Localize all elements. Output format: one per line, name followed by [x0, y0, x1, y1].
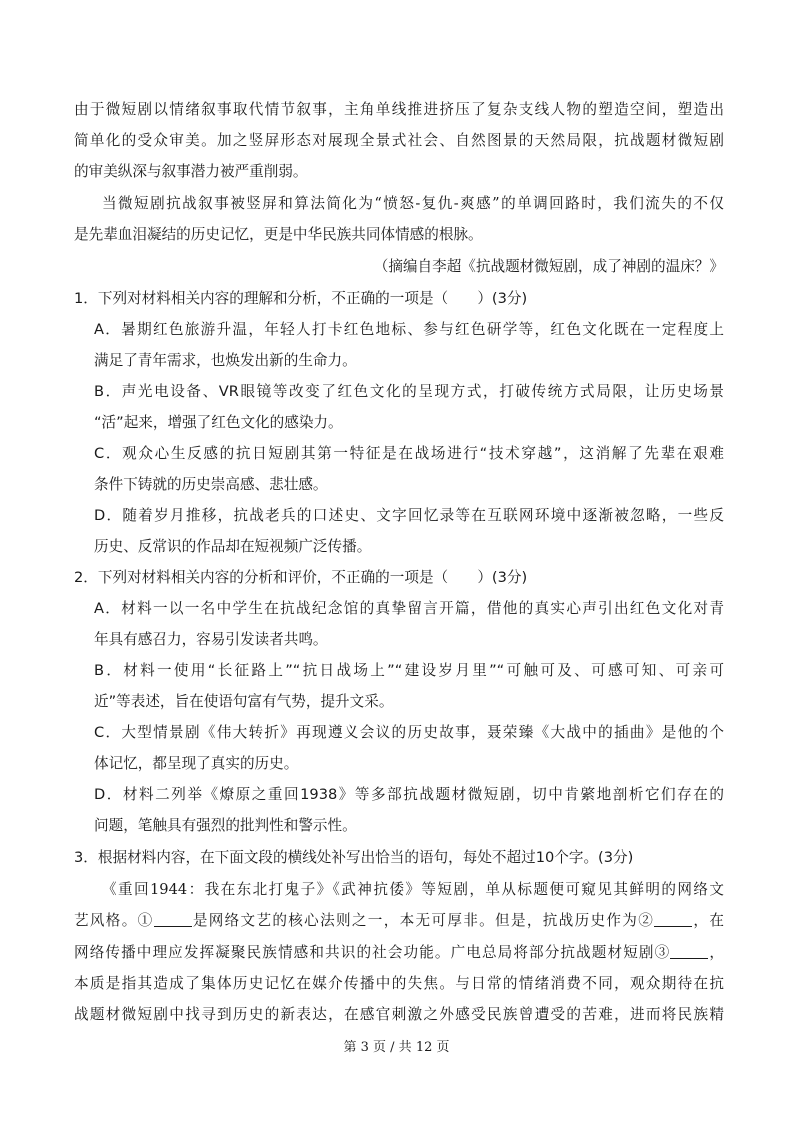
fill-blank-2[interactable] — [654, 910, 692, 927]
blank-marker-1: ① — [137, 912, 154, 929]
q3-passage-line: 战题材微短剧中找寻到历史的新表达，在感官刺激之外感受民族曾遭受的苦难，进而将民族精 — [74, 1006, 724, 1023]
fill-blank-3[interactable] — [670, 942, 708, 959]
q1-option-d-line2: 历史、反常识的作品却在短视频广泛传播。 — [94, 538, 372, 555]
passage-line: 简单化的受众审美。加之竖屏形态对展现全景式社会、自然图景的天然局限，抗战题材微短剧 — [74, 132, 724, 149]
page-footer: 第 3 页 / 共 12 页 — [343, 1040, 450, 1055]
q3-text: 网络传播中理应发挥凝聚民族情感和共识的社会功能。广电总局将部分抗战题材短剧 — [74, 944, 655, 961]
q1-option-a-line2: 满足了青年需求，也焕发出新的生命力。 — [94, 352, 357, 369]
q1-option-c-line2: 条件下铸就的历史崇高感、悲壮感。 — [94, 476, 328, 493]
passage-line: 由于微短剧以情绪叙事取代情节叙事，主角单线推进挤压了复杂支线人物的塑造空间，塑造出 — [74, 101, 724, 118]
q1-option-a-line1: A．暑期红色旅游升温，年轻人打卡红色地标、参与红色研学等，红色文化既在一定程度上 — [94, 321, 724, 338]
blank-marker-3: ③ — [654, 944, 671, 961]
q2-option-c-line1: C．大型情景剧《伟大转折》再现遵义会议的历史故事，聂荣臻《大战中的插曲》是他的个 — [94, 724, 724, 741]
q2-option-d-line1: D．材料二列举《燎原之重回1938》等多部抗战题材微短剧，切中肯綮地剖析它们存在的 — [94, 786, 724, 803]
question-1-stem: 1．下列对材料相关内容的理解和分析，不正确的一项是（ ）(3分) — [74, 290, 528, 307]
passage-line: 是先辈血泪凝结的历史记忆，更是中华民族共同体情感的根脉。 — [74, 226, 483, 243]
blank-marker-2: ② — [638, 912, 655, 929]
question-2-stem: 2．下列对材料相关内容的分析和评价，不正确的一项是（ ）(3分) — [74, 569, 528, 586]
passage-source: （摘编自李超《抗战题材微短剧，成了神剧的温床？》 — [373, 258, 724, 275]
q3-passage-line: 《重回1944：我在东北打鬼子》《武神抗倭》等短剧，单从标题便可窥见其鲜明的网络文 — [102, 881, 724, 898]
passage-line: 当微短剧抗战叙事被竖屏和算法简化为“愤怒-复仇-爽感”的单调回路时，我们流失的不仅 — [102, 195, 724, 212]
q1-option-b-line1: B．声光电设备、VR眼镜等改变了红色文化的呈现方式，打破传统方式局限，让历史场景 — [94, 383, 724, 400]
q2-option-c-line2: 体记忆，都呈现了真实的历史。 — [94, 755, 299, 772]
q3-passage-line: 本质是指其造成了集体历史记忆在媒介传播中的失焦。与日常的情绪消费不同，观众期待在抗 — [74, 975, 724, 992]
q3-text: ， — [708, 944, 724, 961]
q3-passage-line — [74, 906, 724, 936]
q1-option-d-line1: D．随着岁月推移，抗战老兵的口述史、文字回忆录等在互联网环境中逐渐被忽略，一些反 — [94, 507, 724, 524]
q2-option-d-line2: 问题，笔触具有强烈的批判性和警示性。 — [94, 817, 357, 834]
q1-option-c-line1: C．观众心生反感的抗日短剧其第一特征是在战场进行“技术穿越”，这消解了先辈在艰难 — [94, 445, 724, 462]
question-3-stem: 3．根据材料内容，在下面文段的横线处补写出恰当的语句，每处不超过10个字。(3分) — [74, 849, 634, 866]
q1-option-b-line2: “活”起来，增强了红色文化的感染力。 — [94, 414, 343, 431]
q2-option-b-line1: B．材料一使用“长征路上”“抗日战场上”“建设岁月里”“可触可及、可感可知、可亲可 — [94, 662, 724, 679]
q2-option-a-line1: A．材料一以一名中学生在抗战纪念馆的真挚留言开篇，借他的真实心声引出红色文化对青 — [94, 600, 724, 617]
q2-option-b-line2: 近”等表述，旨在使语句富有气势，提升文采。 — [94, 693, 394, 710]
q3-passage-line — [74, 938, 724, 968]
q3-text: 是网络文艺的核心法则之一，本无可厚非。但是，抗战历史作为 — [191, 912, 639, 929]
q2-option-a-line2: 年具有感召力，容易引发读者共鸣。 — [94, 631, 328, 648]
passage-line: 的审美纵深与叙事潜力被严重削弱。 — [74, 163, 308, 180]
fill-blank-1[interactable] — [154, 910, 192, 927]
q3-text: ，在 — [692, 912, 724, 929]
q3-text: 艺风格。 — [74, 912, 138, 929]
